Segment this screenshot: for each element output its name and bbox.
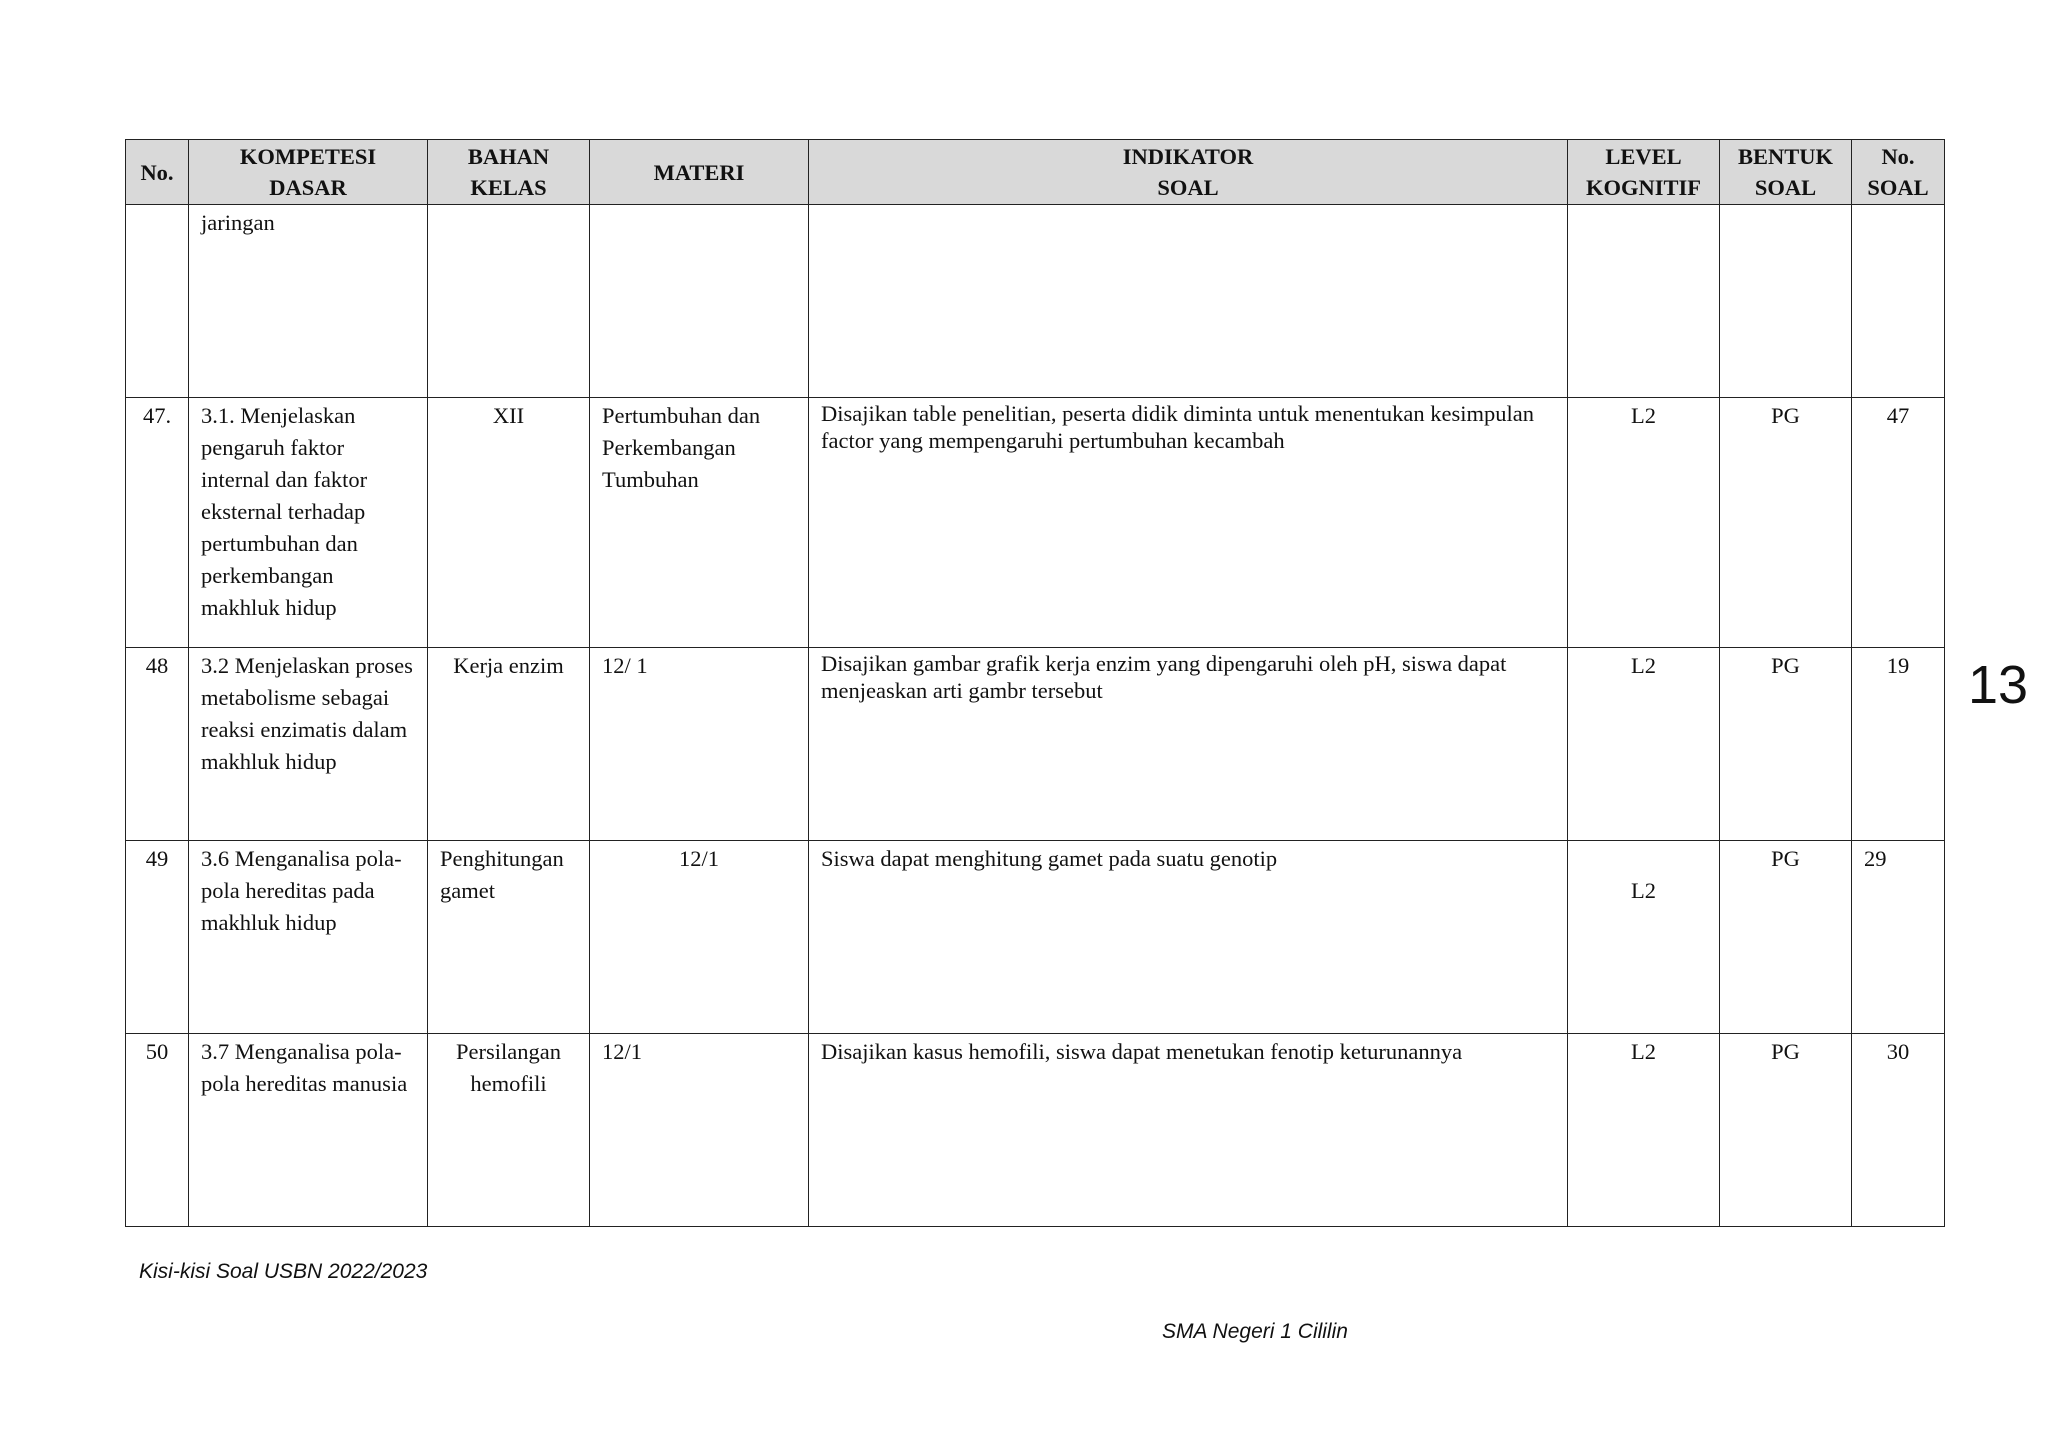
cell-no bbox=[126, 205, 189, 398]
cell-nosoal bbox=[1852, 205, 1945, 398]
header-indikator bbox=[809, 140, 1568, 205]
header-level-line1: LEVEL bbox=[1605, 144, 1682, 169]
header-level bbox=[1568, 140, 1720, 205]
cell-indikator: Disajikan kasus hemofili, siswa dapat menetukan fenotip keturunannya bbox=[809, 1034, 1568, 1227]
footer-document-title: Kisi-kisi Soal USBN 2022/2023 bbox=[139, 1260, 428, 1283]
cell-nosoal: 19 bbox=[1852, 648, 1945, 841]
cell-materi bbox=[590, 205, 809, 398]
header-bahan-line1: BAHAN bbox=[467, 144, 550, 169]
cell-bahan: Persilangan hemofili bbox=[428, 1034, 590, 1227]
cell-materi: 12/1 bbox=[590, 1034, 809, 1227]
cell-bahan: Penghitungan gamet bbox=[428, 841, 590, 1034]
cell-no: 49 bbox=[126, 841, 189, 1034]
cell-level: L2 bbox=[1568, 1034, 1720, 1227]
cell-bentuk: PG bbox=[1720, 398, 1852, 648]
header-nosoal-line2: SOAL bbox=[1867, 175, 1929, 200]
footer-school-name: SMA Negeri 1 Cililin bbox=[1162, 1320, 1348, 1343]
header-no-label: No. bbox=[140, 159, 174, 185]
header-kompetensi bbox=[189, 140, 428, 205]
cell-nosoal: 47 bbox=[1852, 398, 1945, 648]
cell-kompetensi: jaringan bbox=[189, 205, 428, 398]
cell-level: L2 bbox=[1568, 841, 1720, 1034]
cell-bentuk bbox=[1720, 205, 1852, 398]
cell-nosoal: 30 bbox=[1852, 1034, 1945, 1227]
cell-bentuk: PG bbox=[1720, 1034, 1852, 1227]
cell-bentuk: PG bbox=[1720, 841, 1852, 1034]
table-header bbox=[126, 140, 1945, 205]
header-bentuk-line1: BENTUK bbox=[1737, 144, 1834, 169]
header-materi-label: MATERI bbox=[653, 159, 745, 185]
cell-no: 50 bbox=[126, 1034, 189, 1227]
cell-materi: 12/ 1 bbox=[590, 648, 809, 841]
cell-no: 48 bbox=[126, 648, 189, 841]
header-kompetensi-line1: KOMPETESI bbox=[239, 144, 377, 169]
cell-kompetensi: 3.6 Menganalisa pola- pola hereditas pada makhluk hidup bbox=[189, 841, 428, 1034]
header-bentuk bbox=[1720, 140, 1852, 205]
header-bahan-line2: KELAS bbox=[470, 175, 547, 200]
table-row bbox=[126, 398, 1945, 648]
header-kompetensi-line2: DASAR bbox=[269, 175, 347, 200]
header-no bbox=[126, 140, 189, 205]
header-row bbox=[126, 140, 1945, 205]
cell-materi: Pertumbuhan dan Perkembangan Tumbuhan bbox=[590, 398, 809, 648]
header-bahan bbox=[428, 140, 590, 205]
page-number: 13 bbox=[1968, 655, 2029, 715]
header-level-line2: KOGNITIF bbox=[1585, 175, 1702, 200]
cell-indikator: Disajikan gambar grafik kerja enzim yang dipengaruhi oleh pH, siswa dapat menjeaskan arti gambr tersebut bbox=[809, 648, 1568, 841]
header-bentuk-line2: SOAL bbox=[1754, 175, 1817, 200]
header-nosoal-line1: No. bbox=[1881, 144, 1915, 169]
cell-indikator bbox=[809, 205, 1568, 398]
table-row bbox=[126, 1034, 1945, 1227]
cell-materi: 12/1 bbox=[590, 841, 809, 1034]
cell-indikator: Disajikan table penelitian, peserta didik diminta untuk menentukan kesimpulan factor yang mempengaruhi pertumbuhan kecambah bbox=[809, 398, 1568, 648]
kisi-kisi-table bbox=[125, 139, 1945, 1227]
cell-bahan bbox=[428, 205, 590, 398]
cell-bentuk: PG bbox=[1720, 648, 1852, 841]
cell-nosoal: 29 bbox=[1852, 841, 1945, 1034]
cell-kompetensi: 3.7 Menganalisa pola- pola hereditas manusia bbox=[189, 1034, 428, 1227]
cell-kompetensi: 3.1. Menjelaskan pengaruh faktor internal dan faktor eksternal terhadap pertumbuhan dan perkembangan makhluk hidup bbox=[189, 398, 428, 648]
cell-indikator: Siswa dapat menghitung gamet pada suatu genotip bbox=[809, 841, 1568, 1034]
cell-kompetensi: 3.2 Menjelaskan proses metabolisme sebagai reaksi enzimatis dalam makhluk hidup bbox=[189, 648, 428, 841]
cell-no: 47. bbox=[126, 398, 189, 648]
cell-level bbox=[1568, 205, 1720, 398]
cell-level: L2 bbox=[1568, 648, 1720, 841]
header-materi bbox=[590, 140, 809, 205]
table-row bbox=[126, 205, 1945, 398]
header-nosoal bbox=[1852, 140, 1945, 205]
table-row bbox=[126, 648, 1945, 841]
cell-bahan: XII bbox=[428, 398, 590, 648]
cell-level: L2 bbox=[1568, 398, 1720, 648]
header-indikator-line1: INDIKATOR bbox=[1122, 144, 1254, 169]
cell-bahan: Kerja enzim bbox=[428, 648, 590, 841]
header-indikator-line2: SOAL bbox=[1157, 175, 1219, 200]
table-body bbox=[126, 205, 1945, 1227]
table-row bbox=[126, 841, 1945, 1034]
